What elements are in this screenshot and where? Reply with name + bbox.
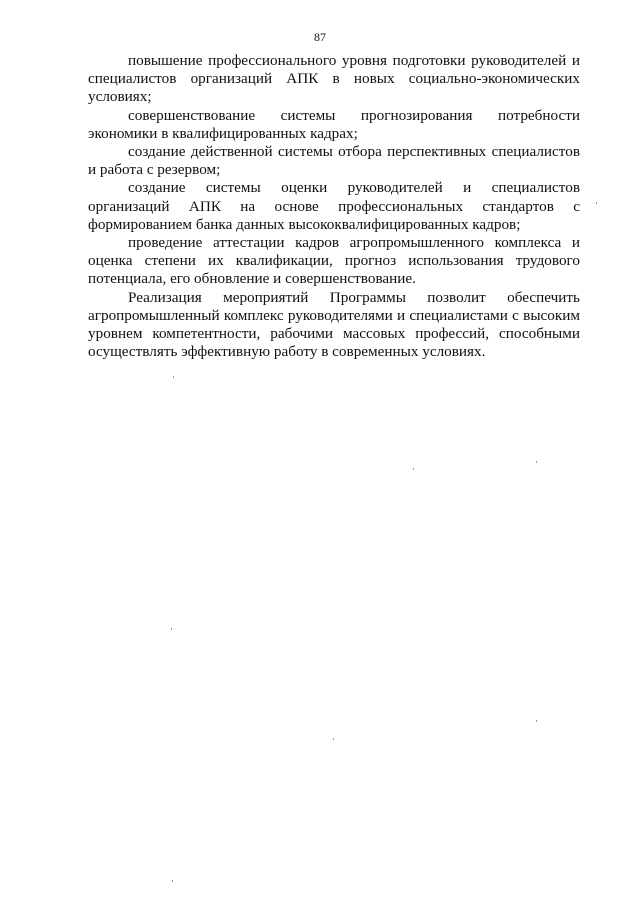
scan-speck (536, 720, 537, 722)
paragraph: создание системы оценки руководителей и специалистов организаций АПК на основе профессиональных стандартов с формированием банка данных высококвалифицированных кадров; (88, 179, 580, 233)
paragraph: проведение аттестации кадров агропромышленного комплекса и оценка степени их квалификации, прогноз использования трудового потенциала, его обновление и совершенствование. (88, 234, 580, 288)
paragraph: Реализация мероприятий Программы позволит обеспечить агропромышленный комплекс руководителями и специалистами с высоким уровнем компетентности, рабочими массовых профессий, способными осуществлять эффективную работу в современных условиях. (88, 288, 580, 361)
paragraph: повышение профессионального уровня подготовки руководителей и специалистов организаций АПК в новых социально-экономических условиях; (88, 52, 580, 106)
scan-speck (333, 738, 334, 740)
scan-speck (173, 376, 174, 378)
scan-speck (536, 461, 537, 463)
scan-speck (596, 202, 597, 204)
scan-speck (413, 468, 414, 470)
paragraph: совершенствование системы прогнозирования потребности экономики в квалифицированных кадрах; (88, 106, 580, 142)
page-number: 87 (314, 30, 326, 44)
paragraph: создание действенной системы отбора перспективных специалистов и работа с резервом; (88, 143, 580, 179)
body-text (88, 52, 580, 361)
scan-speck (171, 628, 172, 630)
scan-speck (172, 880, 173, 882)
